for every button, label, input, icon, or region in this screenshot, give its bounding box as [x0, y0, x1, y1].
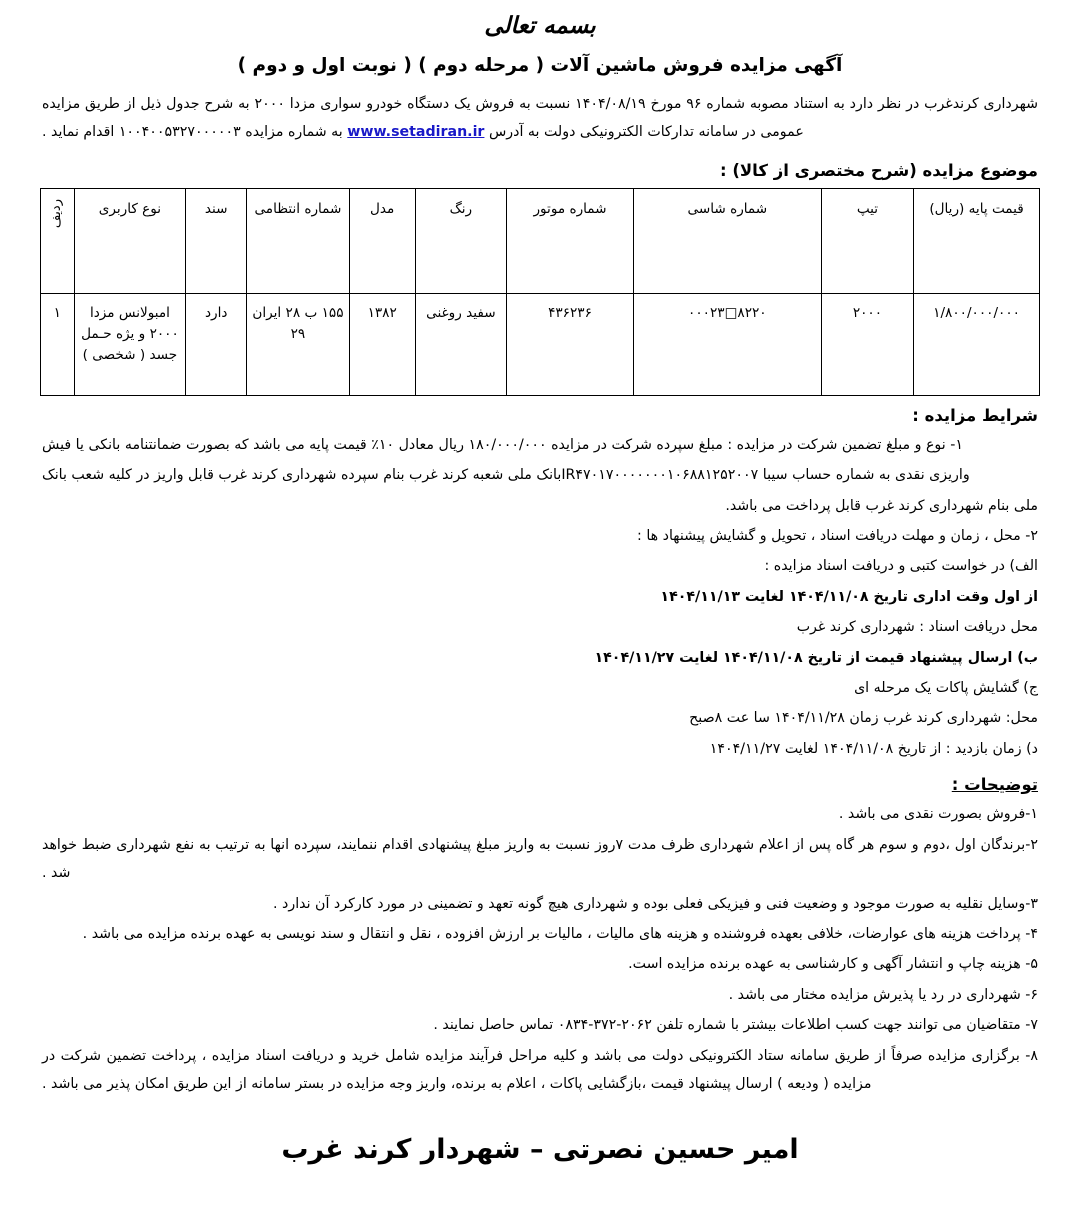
subject-section-colon: :	[720, 160, 733, 180]
condition-item-1-line-1: ۱- نوع و مبلغ تضمین شرکت در مزایده : مبلغ سپرده شرکت در مزایده ۱۸۰/۰۰۰/۰۰۰ ریال معادل ۱۰٪ قیمت پایه می باشد که بصورت ضمانتنامه بانکی یا فیش	[42, 436, 963, 453]
th-chassis-number: شماره شاسی	[633, 188, 821, 293]
condition-item-2-c-place: محل: شهرداری کرند غرب زمان ۱۴۰۴/۱۱/۲۸ سا عت ۸صبح	[689, 710, 1038, 727]
table-header-row	[41, 188, 1040, 293]
condition-item-2-title: ۲- محل ، زمان و مهلت دریافت اسناد ، تحویل و گشایش پیشنهاد ها :	[637, 528, 1038, 545]
th-type: تیپ	[821, 188, 913, 293]
bismillah-heading: بسمه تعالی	[484, 12, 596, 39]
intro-line-1: شهرداری کرندغرب در نظر دارد به استناد مصوبه شماره ۹۶ مورخ ۱۴۰۴/۰۸/۱۹ نسبت به فروش یک دستگاه خودرو سواری مزدا ۲۰۰۰ به شرح جدول ذیل از طریق مزایده	[42, 96, 1038, 112]
condition-account-suffix: بانک ملی شعبه کرند غرب بنام سپرده شهرداری کرند غرب قابل واریز در کلیه شعب بانک	[42, 467, 562, 484]
cell-model: ۱۳۸۲	[349, 293, 415, 395]
th-base-price: قیمت پایه (ریال)	[914, 188, 1040, 293]
table-row	[41, 293, 1040, 395]
cell-engine-number: ۴۳۶۲۳۶	[507, 293, 634, 395]
th-color: رنگ	[415, 188, 506, 293]
th-row-number-label: ردیف	[49, 198, 65, 228]
condition-item-2-c: ج) گشایش پاکات یک مرحله ای	[854, 680, 1038, 697]
th-document: سند	[186, 188, 247, 293]
explanation-item-6: ۶- شهرداری در رد یا پذیرش مزایده مختار می باشد .	[728, 986, 1038, 1003]
th-plate-number: شماره انتظامی	[247, 188, 350, 293]
condition-account-prefix: واریزی نقدی به شماره حساب سیبا	[762, 467, 970, 484]
cell-row-number: ۱	[41, 293, 75, 395]
intro-line-2-mid: به شماره مزایده	[245, 124, 343, 141]
goods-table	[40, 188, 1040, 396]
goods-table-head	[41, 188, 1040, 293]
explanation-item-7: ۷- متقاضیان می توانند جهت کسب اطلاعات بیشتر با شماره تلفن ۲۰۶۲-۳۷۲-۰۸۳۴ تماس حاصل نمایند .	[433, 1017, 1038, 1034]
th-engine-number: شماره موتور	[507, 188, 634, 293]
condition-item-1-line-2	[40, 461, 1040, 491]
cell-document: دارد	[186, 293, 247, 395]
explanations-title-text: توضیحات :	[951, 775, 1038, 795]
condition-item-1-line-3: ملی بنام شهرداری کرند غرب قابل پرداخت می باشد.	[725, 497, 1038, 514]
th-row-number	[41, 188, 75, 293]
explanation-item-8: ۸- برگزاری مزایده صرفاً از طریق سامانه ستاد الکترونیکی دولت می باشد و کلیه مراحل فرآیند مزایده شامل خرید و دریافت اسناد مزایده ، پرداخت تضمین شرکت در مزایده ( ودیعه ) ارسال پیشنهاد قیمت ،بازگشایی پاکات ، اعلام به برنده، واریز وجه مزایده در بستر سامانه از این طریق امکان پذیر می باشد .	[42, 1047, 1038, 1092]
subject-section-text: موضوع مزایده (شرح مختصری از کالا)	[732, 160, 1038, 180]
explanation-item-1: ۱-فروش بصورت نقدی می باشد .	[838, 806, 1038, 823]
cell-base-price: ۱/۸۰۰/۰۰۰/۰۰۰	[914, 293, 1040, 395]
auction-number: ۱۰۰۴۰۰۵۳۲۷۰۰۰۰۰۳	[118, 124, 241, 141]
th-model: مدل	[349, 188, 415, 293]
setadiran-link[interactable]: www.setadiran.ir	[347, 124, 485, 141]
cell-chassis-number: ۸۲۲۰□۰۰۰۲۳	[633, 293, 821, 395]
signature-line: امیر حسین نصرتی – شهردار کرند غرب	[281, 1134, 799, 1166]
condition-item-2-a-dates: از اول وقت اداری تاریخ ۱۴۰۴/۱۱/۰۸ لغایت ۱۴۰۴/۱۱/۱۳	[660, 588, 1038, 605]
goods-table-body	[41, 293, 1040, 395]
explanation-item-5: ۵- هزینه چاپ و انتشار آگهی و کارشناسی به عهده برنده مزایده است.	[628, 956, 1038, 973]
page-title: آگهی مزایده فروش ماشین آلات ( مرحله دوم ) ( نوبت اول و دوم )	[237, 55, 843, 76]
explanation-item-4: ۴- پرداخت هزینه های عوارضات، خلافی بعهده فروشنده و هزینه های مالیات ، مالیات بر ارزش افزوده ، نقل و انتقال و سند نویسی به عهده برنده مزایده می باشد .	[82, 925, 1038, 942]
explanation-item-3: ۳-وسایل نقلیه به صورت موجود و وضعیت فنی و فیزیکی فعلی بوده و شهرداری هیچ گونه تعهد و تضمینی در مورد کارکرد آن ندارد .	[273, 895, 1038, 912]
condition-item-2-a-place: محل دریافت اسناد : شهرداری کرند غرب	[796, 619, 1038, 636]
intro-line-2-before: عمومی در سامانه تدارکات الکترونیکی دولت به آدرس	[488, 124, 804, 141]
conditions-title: شرایط مزایده :	[912, 405, 1038, 425]
intro-line-2-after: اقدام نماید .	[42, 124, 115, 141]
intro-paragraph	[40, 90, 1040, 151]
condition-item-2-b: ب) ارسال پیشنهاد قیمت از تاریخ ۱۴۰۴/۱۱/۰۸ لغایت ۱۴۰۴/۱۱/۲۷	[594, 649, 1038, 666]
cell-plate-number: ۱۵۵ ب ۲۸ ایران ۲۹	[247, 293, 350, 395]
iban-number: IR۴۷۰۱۷۰۰۰۰۰۰۰۱۰۶۸۸۱۲۵۲۰۰۷	[561, 467, 759, 484]
cell-color: سفید روغنی	[415, 293, 506, 395]
subject-section-label	[40, 151, 1040, 186]
condition-item-2-a: الف) در خواست کتبی و دریافت اسناد مزایده :	[764, 558, 1038, 575]
cell-type: ۲۰۰۰	[821, 293, 913, 395]
explanation-item-2: ۲-برندگان اول ،دوم و سوم هر گاه پس از اعلام شهرداری ظرف مدت ۷روز نسبت به واریز مبلغ پیشنهادی اقدام ننمایند، سپرده انها به ترتیب به نفع شهرداری ضبط خواهد شد .	[42, 836, 1038, 882]
th-usage-type: نوع کاربری	[74, 188, 186, 293]
explanations-title	[40, 765, 1040, 800]
cell-usage-type: امبولانس مزدا ۲۰۰۰ و یژه حـمل جسد ( شخصی )	[74, 293, 186, 395]
condition-item-2-d: د) زمان بازدید : از تاریخ ۱۴۰۴/۱۱/۰۸ لغایت ۱۴۰۴/۱۱/۲۷	[709, 740, 1038, 757]
